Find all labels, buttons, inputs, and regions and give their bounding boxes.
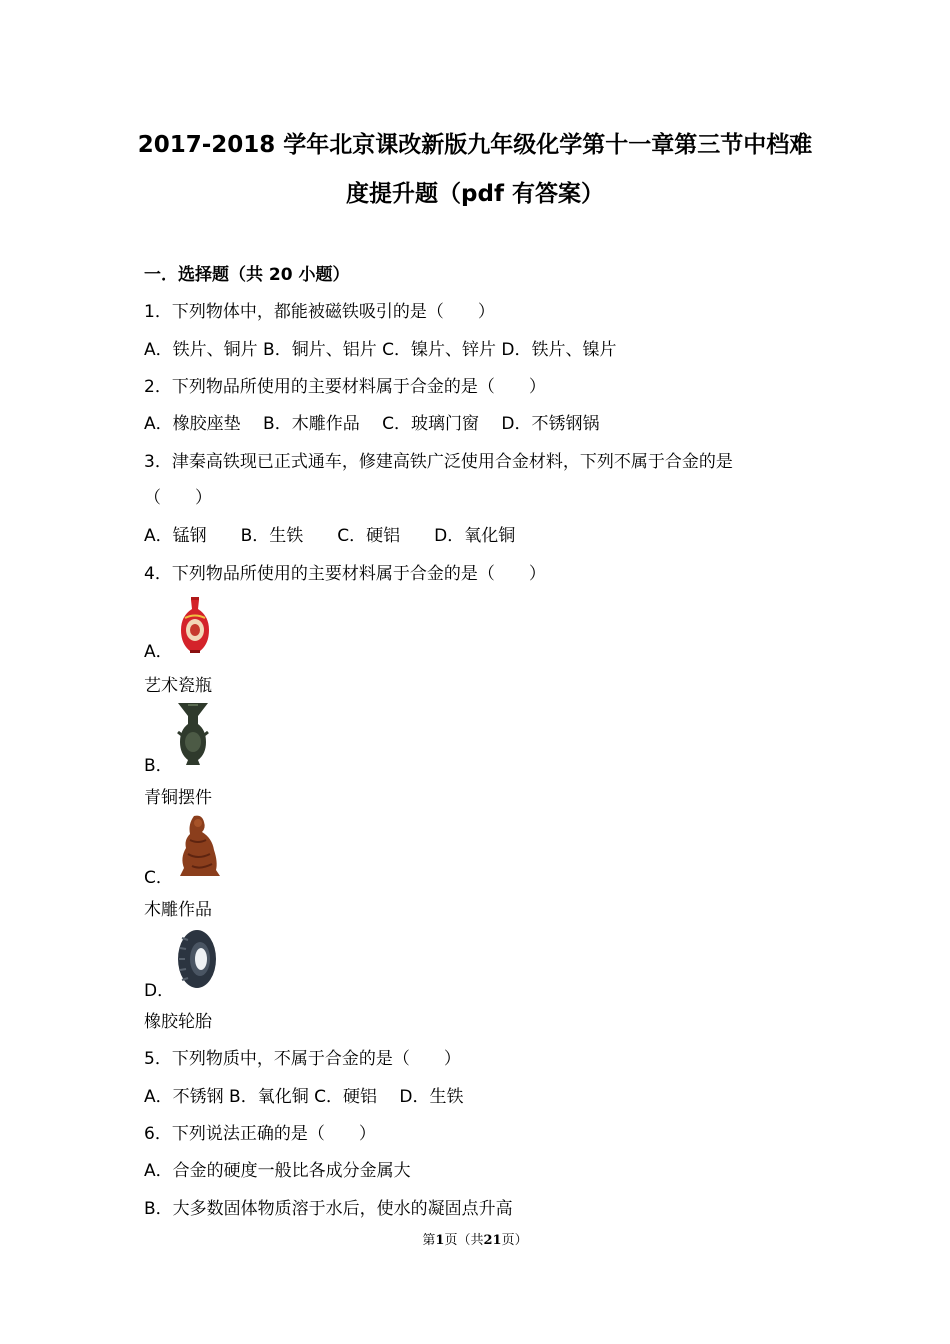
- q2-stem: 2．下列物品所使用的主要材料属于合金的是（ ）: [144, 377, 546, 397]
- q3-options: A．锰钢 B．生铁 C．硬铝 D．氧化铜: [144, 526, 516, 546]
- q4-option-a-label: 艺术瓷瓶: [144, 676, 212, 696]
- rubber-tire-icon: [176, 928, 218, 990]
- wood-carving-icon: [176, 814, 222, 878]
- q1-stem: 1．下列物体中，都能被磁铁吸引的是（ ）: [144, 302, 495, 322]
- q4-stem: 4．下列物品所使用的主要材料属于合金的是（ ）: [144, 564, 546, 584]
- section-heading: 一．选择题（共 20 小题）: [144, 265, 350, 285]
- footer-total-pages: 21: [483, 1233, 502, 1248]
- q5-options: A．不锈钢 B．氧化铜 C．硬铝 D．生铁: [144, 1087, 464, 1107]
- doc-title-line2: 度提升题（pdf 有答案）: [346, 181, 604, 207]
- q2-options: A．橡胶座垫 B．木雕作品 C．玻璃门窗 D．不锈钢锅: [144, 414, 600, 434]
- q4-option-a-letter: A．: [144, 642, 173, 662]
- q4-option-d-letter: D．: [144, 981, 175, 1001]
- q4-option-b-label: 青铜摆件: [144, 788, 212, 808]
- porcelain-vase-icon: [176, 596, 214, 654]
- q5-stem: 5．下列物质中，不属于合金的是（ ）: [144, 1049, 461, 1069]
- q6-stem: 6．下列说法正确的是（ ）: [144, 1124, 376, 1144]
- q6-option-a: A．合金的硬度一般比各成分金属大: [144, 1161, 411, 1181]
- q4-option-c-label: 木雕作品: [144, 900, 212, 920]
- footer-page-number: 1: [435, 1233, 445, 1248]
- q4-option-d-label: 橡胶轮胎: [144, 1012, 212, 1032]
- q3-stem-cont: （ ）: [144, 488, 212, 508]
- q4-option-c-letter: C．: [144, 868, 173, 888]
- q1-options: A．铁片、铜片 B．铜片、铝片 C．镍片、锌片 D．铁片、镍片: [144, 340, 617, 360]
- footer-post: 页）: [501, 1233, 528, 1248]
- footer-pre: 第: [422, 1233, 436, 1248]
- footer-mid: 页（共: [444, 1233, 484, 1248]
- page-footer: [0, 1229, 950, 1248]
- q4-option-b-letter: B．: [144, 756, 173, 776]
- bronze-vessel-icon: [176, 702, 210, 766]
- doc-title-line1: 2017-2018 学年北京课改新版九年级化学第十一章第三节中档难: [137, 132, 813, 158]
- q6-option-b: B．大多数固体物质溶于水后，使水的凝固点升高: [144, 1199, 513, 1219]
- q3-stem: 3．津秦高铁现已正式通车，修建高铁广泛使用合金材料，下列不属于合金的是: [144, 452, 733, 472]
